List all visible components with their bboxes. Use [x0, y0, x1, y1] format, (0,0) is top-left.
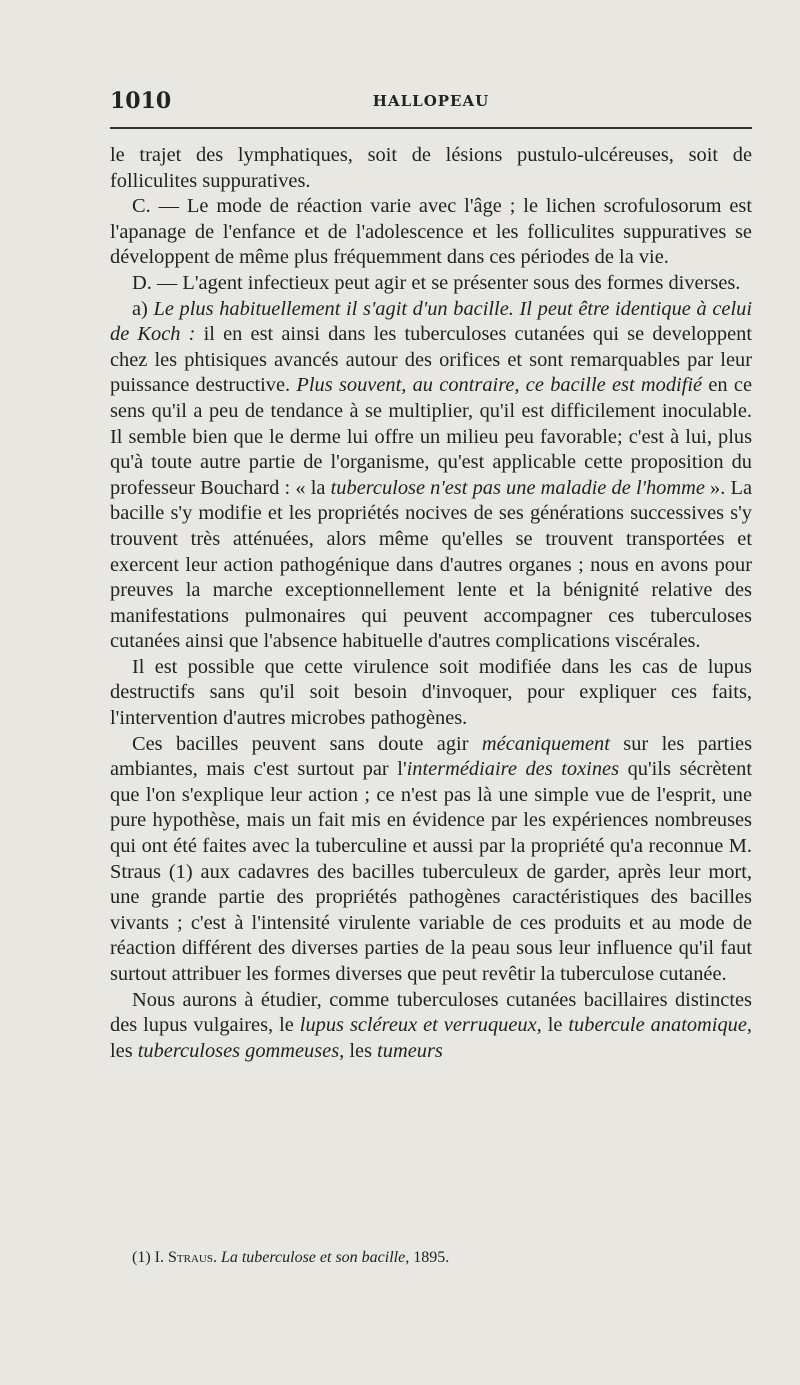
- footnote-author: Straus.: [167, 1249, 217, 1266]
- p6-text-2: sur les parties ambiantes, mais c'est surtout par l': [110, 732, 753, 781]
- p7-text-3: les: [110, 1039, 138, 1062]
- p4-text-3: ». La bacille s'y modifie et les propriétés nocives de ses générations successives s'y trouvent très atténuées, alors même qu'elles se trouvent transportées et exercent leur action pathogénique dans d'autres organes ; nous en avons pour preuves la marche exceptionnellement lente et la bénignité relative des manifestations pulmonaires qui peuvent accompagner ces tuberculoses cutanées ainsi que l'absence habituelle d'autres complications viscérales.: [110, 476, 753, 653]
- footnote-title: La tuberculose et son bacille,: [216, 1249, 410, 1266]
- p4-text-1: il en est ainsi dans les tuberculoses cutanées qui se developpent chez les phtisiques avancés autour des orifices et sont remarquables par leur puissance destructive.: [110, 323, 752, 397]
- footnote-year: 1895.: [409, 1249, 450, 1266]
- p7-italic-2: tubercule anatomique,: [568, 1014, 752, 1037]
- paragraph-6: [110, 732, 752, 988]
- paragraph-4: [110, 297, 752, 655]
- footnote-number: (1) I.: [132, 1249, 168, 1266]
- paragraph-2: C. — Le mode de réaction varie avec l'âge ; le lichen scrofulosorum est l'apanage de l'enfance et de l'adolescence et les folliculites suppuratives se développent de même plus fréquemment dans ces périodes de la vie.: [110, 195, 752, 269]
- paragraph-3: D. — L'agent infectieux peut agir et se présenter sous des formes diverses.: [132, 271, 741, 294]
- page-header: [110, 88, 752, 118]
- p4-text-2: en ce sens qu'il a peu de tendance à se multiplier, qu'il est difficilement inoculable. Il semble bien que le derme lui offre un milieu peu favorable; c'est à lui, plus qu'à toute autre partie de l'organisme, qu'est applicable cette proposition du professeur Bouchard : « la: [110, 374, 752, 499]
- p6-text-3: qu'ils sécrètent que l'on s'explique leur action ; ce n'est pas là une simple vue de l'esprit, une pure hypothèse, mais un fait mis en évidence par les expériences nombreuses qui ont été faites avec la tuberculine et aussi par la propriété qu'a reconnue M. Straus (1) aux cadavres des bacilles tuberculeux de garder, après leur mort, une grande partie des propriétés pathogènes caractéristiques des bacilles vivants ; c'est à l'intensité virulente variable de ces produits et au mode de réaction différent des diverses parties de la peau sous leur influence qu'il faut surtout attribuer les formes diverses que peut revêtir la tuberculose cutanée.: [110, 758, 752, 985]
- paragraph-7: [110, 988, 752, 1065]
- p7-text-4: les: [344, 1039, 378, 1062]
- p4-italic-3: tuberculose n'est pas une maladie de l'homme: [330, 476, 705, 499]
- page-number: 1010: [110, 88, 172, 114]
- paragraph-1: le trajet des lymphatiques, soit de lésions pustulo-ulcéreuses, soit de folliculites suppuratives.: [110, 144, 752, 192]
- paragraph-5: Il est possible que cette virulence soit modifiée dans les cas de lupus destructifs sans qu'il soit besoin d'invoquer, pour expliquer ces faits, l'intervention d'autres microbes pathogènes.: [110, 655, 752, 730]
- p4-italic-1: Le plus habituellement il s'agit d'un bacille. Il peut être identique à celui de Koch :: [110, 297, 752, 346]
- p4-italic-2: Plus souvent, au contraire, ce bacille est modifié: [296, 374, 703, 397]
- body-text: [110, 143, 752, 1064]
- p7-text-1: Nous aurons à étudier, comme tuberculoses cutanées bacillaires distinctes des lupus vulgaires, le: [110, 988, 752, 1037]
- p6-italic-1: mécaniquement: [481, 732, 610, 755]
- p6-text-1: Ces bacilles peuvent sans doute agir: [132, 732, 482, 755]
- p7-text-2: le: [541, 1014, 569, 1037]
- p7-italic-4: tumeurs: [377, 1039, 443, 1062]
- footnote: [110, 1248, 752, 1268]
- header-rule: [110, 127, 752, 129]
- p7-italic-3: tuberculoses gommeuses,: [137, 1039, 345, 1062]
- p4-label: a): [132, 297, 154, 320]
- p7-italic-1: lupus scléreux et verruqueux,: [299, 1014, 542, 1037]
- p6-italic-2: intermédiaire des toxines: [406, 758, 620, 781]
- running-title: HALLOPEAU: [372, 92, 490, 110]
